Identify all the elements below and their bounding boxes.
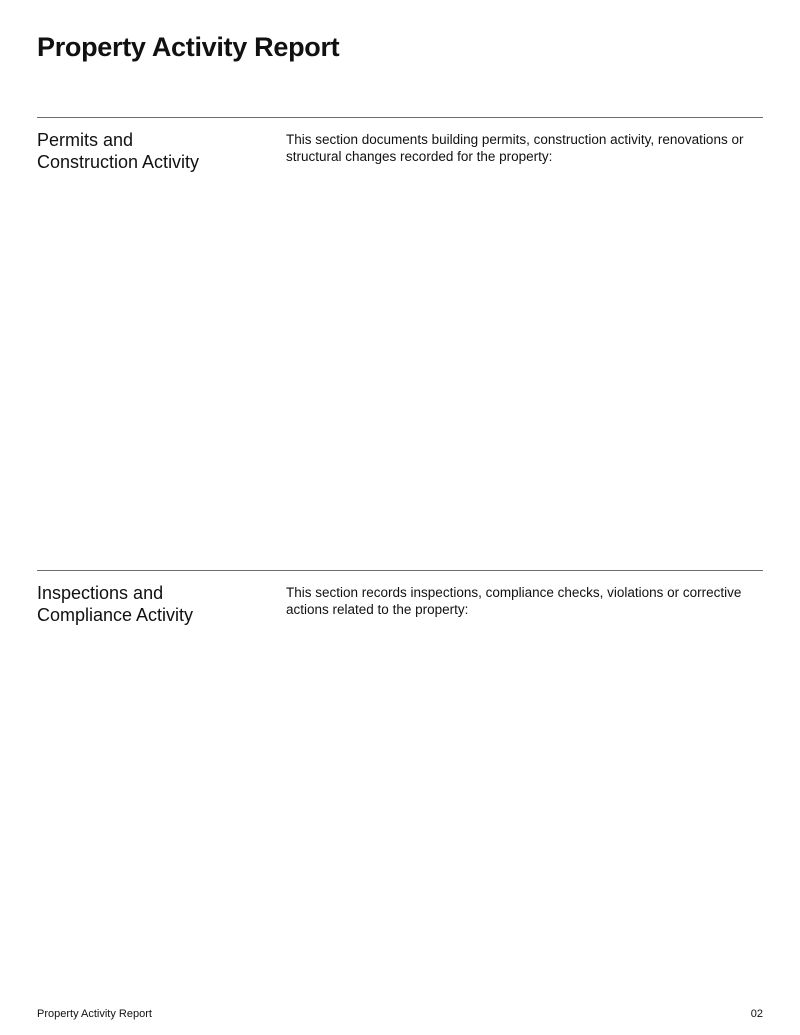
section-description: This section records inspections, compliance checks, violations or corrective actions related to the property: bbox=[286, 585, 742, 617]
footer-page-number: 02 bbox=[750, 1008, 763, 1020]
section-heading-line: Inspections and bbox=[37, 583, 164, 603]
section-heading bbox=[37, 582, 267, 626]
section-permits-construction bbox=[37, 117, 763, 172]
section-inspections-compliance bbox=[37, 570, 763, 625]
page-title: Property Activity Report bbox=[37, 32, 340, 62]
section-heading-line: Construction Activity bbox=[37, 152, 200, 172]
section-heading bbox=[37, 129, 267, 173]
section-heading-line: Permits and bbox=[37, 130, 134, 150]
section-description: This section documents building permits, construction activity, renovations or structural changes recorded for the property: bbox=[286, 132, 744, 164]
footer-title: Property Activity Report bbox=[37, 1008, 152, 1020]
section-heading-line: Compliance Activity bbox=[37, 605, 194, 625]
